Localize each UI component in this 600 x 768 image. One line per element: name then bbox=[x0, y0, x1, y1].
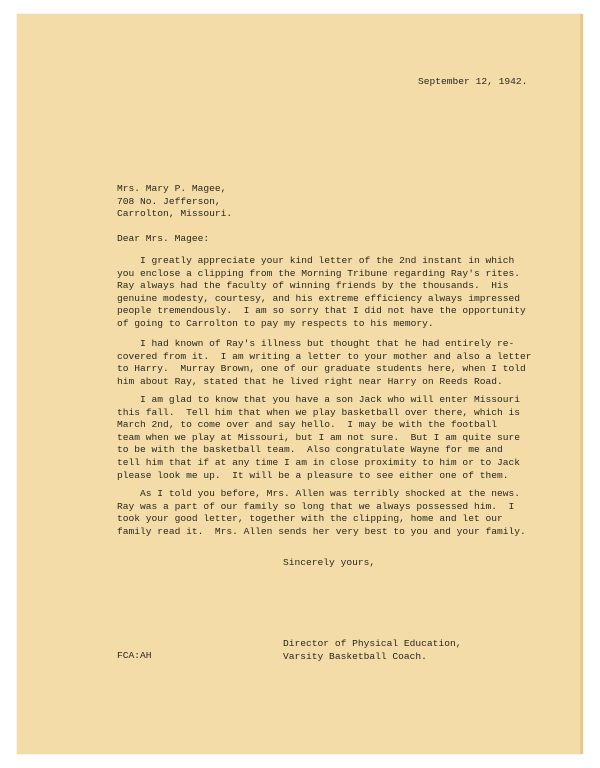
text-line: please look me up. It will be a pleasure to see either one of them. bbox=[117, 469, 509, 481]
paragraph-2 bbox=[117, 338, 532, 388]
signature-title bbox=[283, 638, 461, 663]
text-line: took your good letter, together with the clipping, home and let our bbox=[117, 513, 503, 525]
text-line: family read it. Mrs. Allen sends her very best to you and your family. bbox=[117, 525, 526, 537]
letter-date: September 12, 1942. bbox=[418, 76, 528, 87]
address-line: 708 No. Jefferson, bbox=[117, 195, 221, 207]
text-line: of going to Carrolton to pay my respects to his memory. bbox=[117, 317, 434, 329]
text-line: Ray always had the faculty of winning friends by the thousands. His bbox=[117, 280, 509, 292]
text-line: I greatly appreciate your kind letter of the 2nd instant in which bbox=[117, 255, 515, 266]
paragraph-1 bbox=[117, 255, 526, 331]
letter-page bbox=[17, 14, 583, 754]
text-line: to be with the basketball team. Also congratulate Wayne for me and bbox=[117, 444, 503, 456]
text-line: you enclose a clipping from the Morning Tribune regarding Ray's rites. bbox=[117, 267, 521, 279]
text-line: him about Ray, stated that he lived right near Harry on Reeds Road. bbox=[117, 375, 503, 387]
reference-initials: FCA:AH bbox=[117, 650, 152, 661]
address-line: Carrolton, Missouri. bbox=[117, 208, 233, 220]
text-line: I am glad to know that you have a son Jack who will enter Missouri bbox=[117, 394, 521, 405]
text-line: As I told you before, Mrs. Allen was terribly shocked at the news. bbox=[117, 488, 521, 499]
text-line: team when we play at Missouri, but I am not sure. But I am quite sure bbox=[117, 431, 521, 443]
paragraph-4 bbox=[117, 488, 526, 538]
address-line: Mrs. Mary P. Magee, bbox=[117, 183, 227, 194]
text-line: I had known of Ray's illness but thought that he had entirely re- bbox=[117, 338, 515, 349]
text-line: genuine modesty, courtesy, and his extreme efficiency always impressed bbox=[117, 292, 521, 304]
title-line: Varsity Basketball Coach. bbox=[283, 650, 427, 662]
salutation: Dear Mrs. Magee: bbox=[117, 233, 210, 244]
text-line: people tremendously. I am so sorry that I did not have the opportunity bbox=[117, 305, 526, 317]
title-line: Director of Physical Education, bbox=[283, 638, 462, 649]
text-line: March 2nd, to come over and say hello. I may be with the football bbox=[117, 419, 497, 431]
text-line: Ray was a part of our family so long that we always possessed him. I bbox=[117, 500, 515, 512]
paragraph-3 bbox=[117, 394, 520, 482]
closing: Sincerely yours, bbox=[283, 557, 376, 568]
text-line: to Harry. Murray Brown, one of our graduate students here, when I told bbox=[117, 363, 526, 375]
recipient-address bbox=[117, 183, 232, 221]
text-line: this fall. Tell him that when we play basketball over there, which is bbox=[117, 406, 521, 418]
text-line: tell him that if at any time I am in close proximity to him or to Jack bbox=[117, 456, 521, 468]
text-line: covered from it. I am writing a letter to your mother and also a letter bbox=[117, 350, 532, 362]
